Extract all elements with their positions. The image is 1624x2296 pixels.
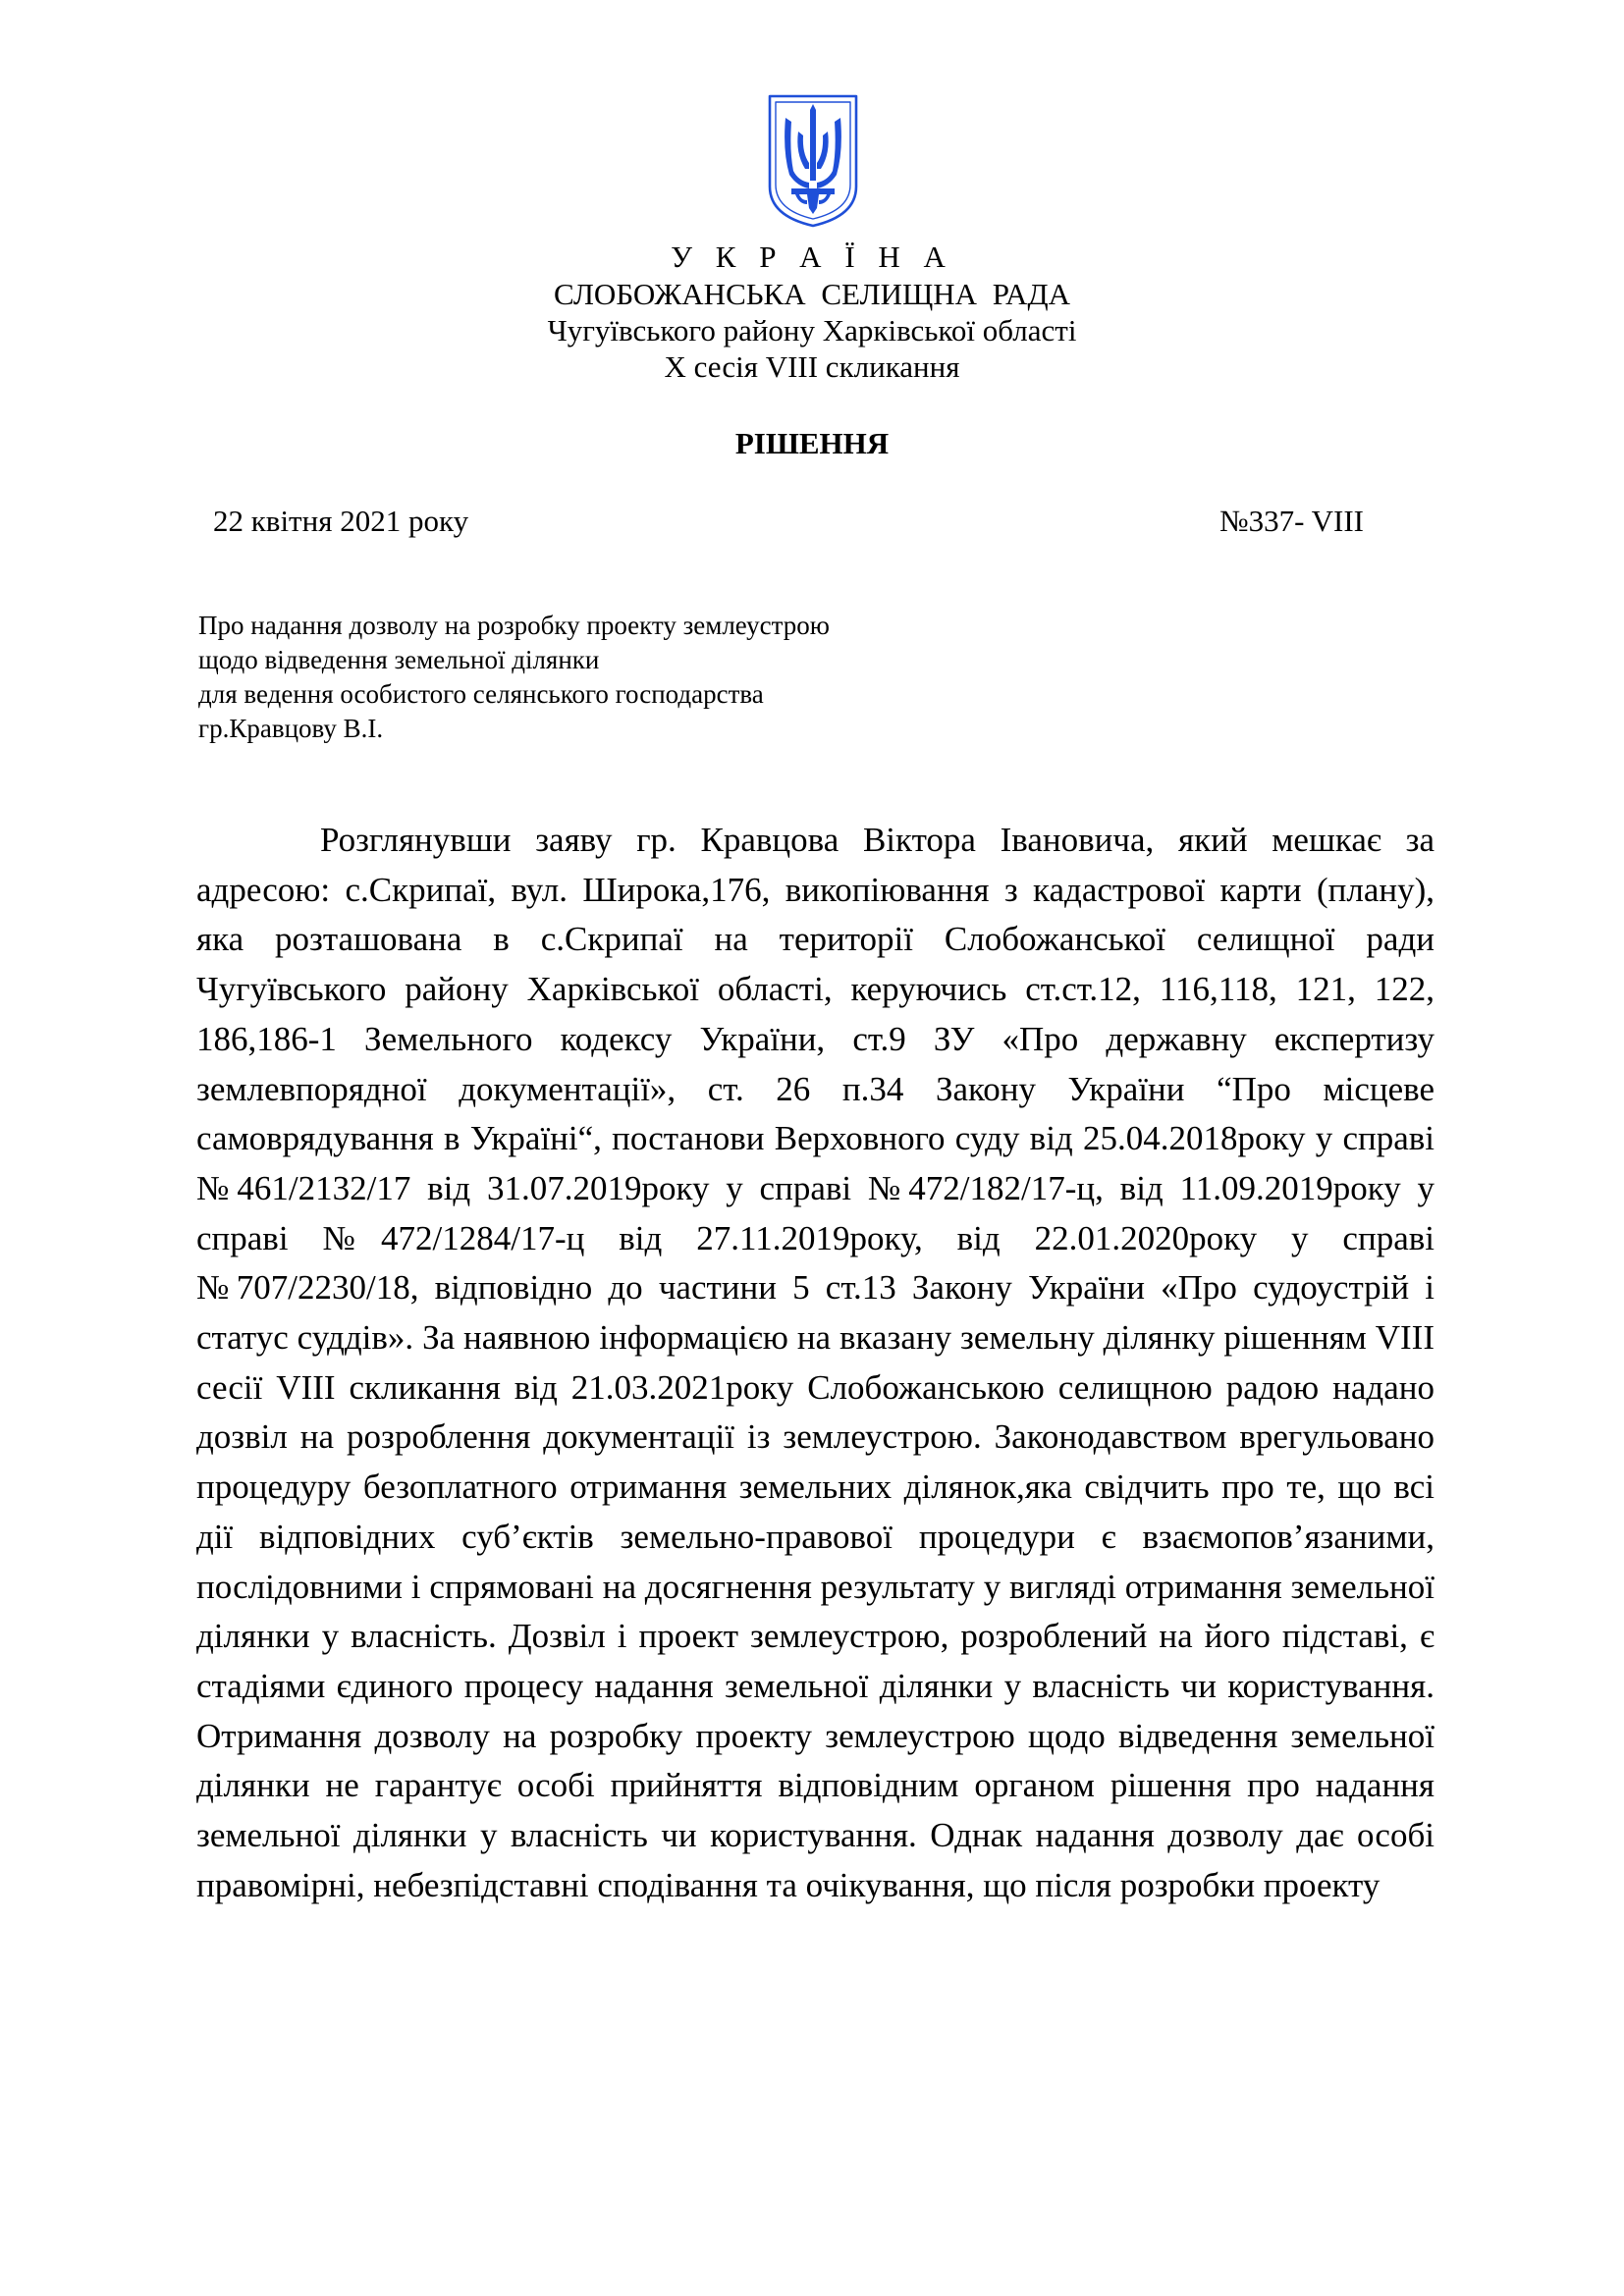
document-subject [198,609,1082,746]
document-date: 22 квітня 2021 року [213,504,469,538]
subject-line: щодо відведення земельної ділянки [198,645,600,674]
document-number: №337- VIII [1219,504,1364,538]
subject-line: гр.Кравцову В.І. [198,714,384,743]
header-country: У К Р А Ї Н А [671,240,953,274]
header-council: СЛОБОЖАНСЬКА СЕЛИЩНА РАДА [554,277,1070,311]
subject-line: для ведення особистого селянського господарства [198,679,764,709]
trident-coat-of-arms-icon [766,92,860,230]
header-district: Чугуївського району Харківської області [547,313,1077,347]
subject-line: Про надання дозволу на розробку проекту землеустрою [198,611,830,640]
header-session: X сесія VIII скликання [664,349,960,384]
document-body: Розглянувши заяву гр. Кравцова Віктора Івановича, який мешкає за адресою: с.Скрипаї, вул. Широка,176, викопіювання з кадастрової карти (плану), яка розташована в с.Скрипаї на території Слобожанської селищної ради Чугуївського району Харківської області, керуючись ст.ст.12, 116,118, 121, 122, 186,186-1 Земельного кодексу України, ст.9 ЗУ «Про державну експертизу землевпорядної документації», ст. 26 п.34 Закону України “Про місцеве самоврядування в Україні“, постанови Верховного суду від 25.04.2018року у справі №461/2132/17 від 31.07.2019року у справі №472/182/17-ц, від 11.09.2019року у справі №472/1284/17-ц від 27.11.2019року, від 22.01.2020року у справі №707/2230/18, відповідно до частини 5 ст.13 Закону України «Про судоустрій і статус суддів». За наявною інформацією на вказану земельну ділянку рішенням VIII сесії VIII скликання від 21.03.2021року Слобожанською селищною радою надано дозвіл на розроблення документації із землеустрою. Законодавством врегульовано процедуру безоплатного отримання земельних ділянок,яка свідчить про те, що всі дії відповідних суб’єктів земельно-правової процедури є взаємопов’язаними, послідовними і спрямовані на досягнення результату у вигляді отримання земельної ділянки у власність. Дозвіл і проект землеустрою, розроблений на його підставі, є стадіями єдиного процесу надання земельної ділянки у власність чи користування. Отримання дозволу на розробку проекту землеустрою щодо відведення земельної ділянки не гарантує особі прийняття відповідним органом рішення про надання земельної ділянки у власність чи користування. Однак надання дозволу дає особі правомірні, небезпідставні сподівання та очікування, що після розробки проекту [196,821,1435,1904]
document-title: РІШЕННЯ [734,426,890,460]
